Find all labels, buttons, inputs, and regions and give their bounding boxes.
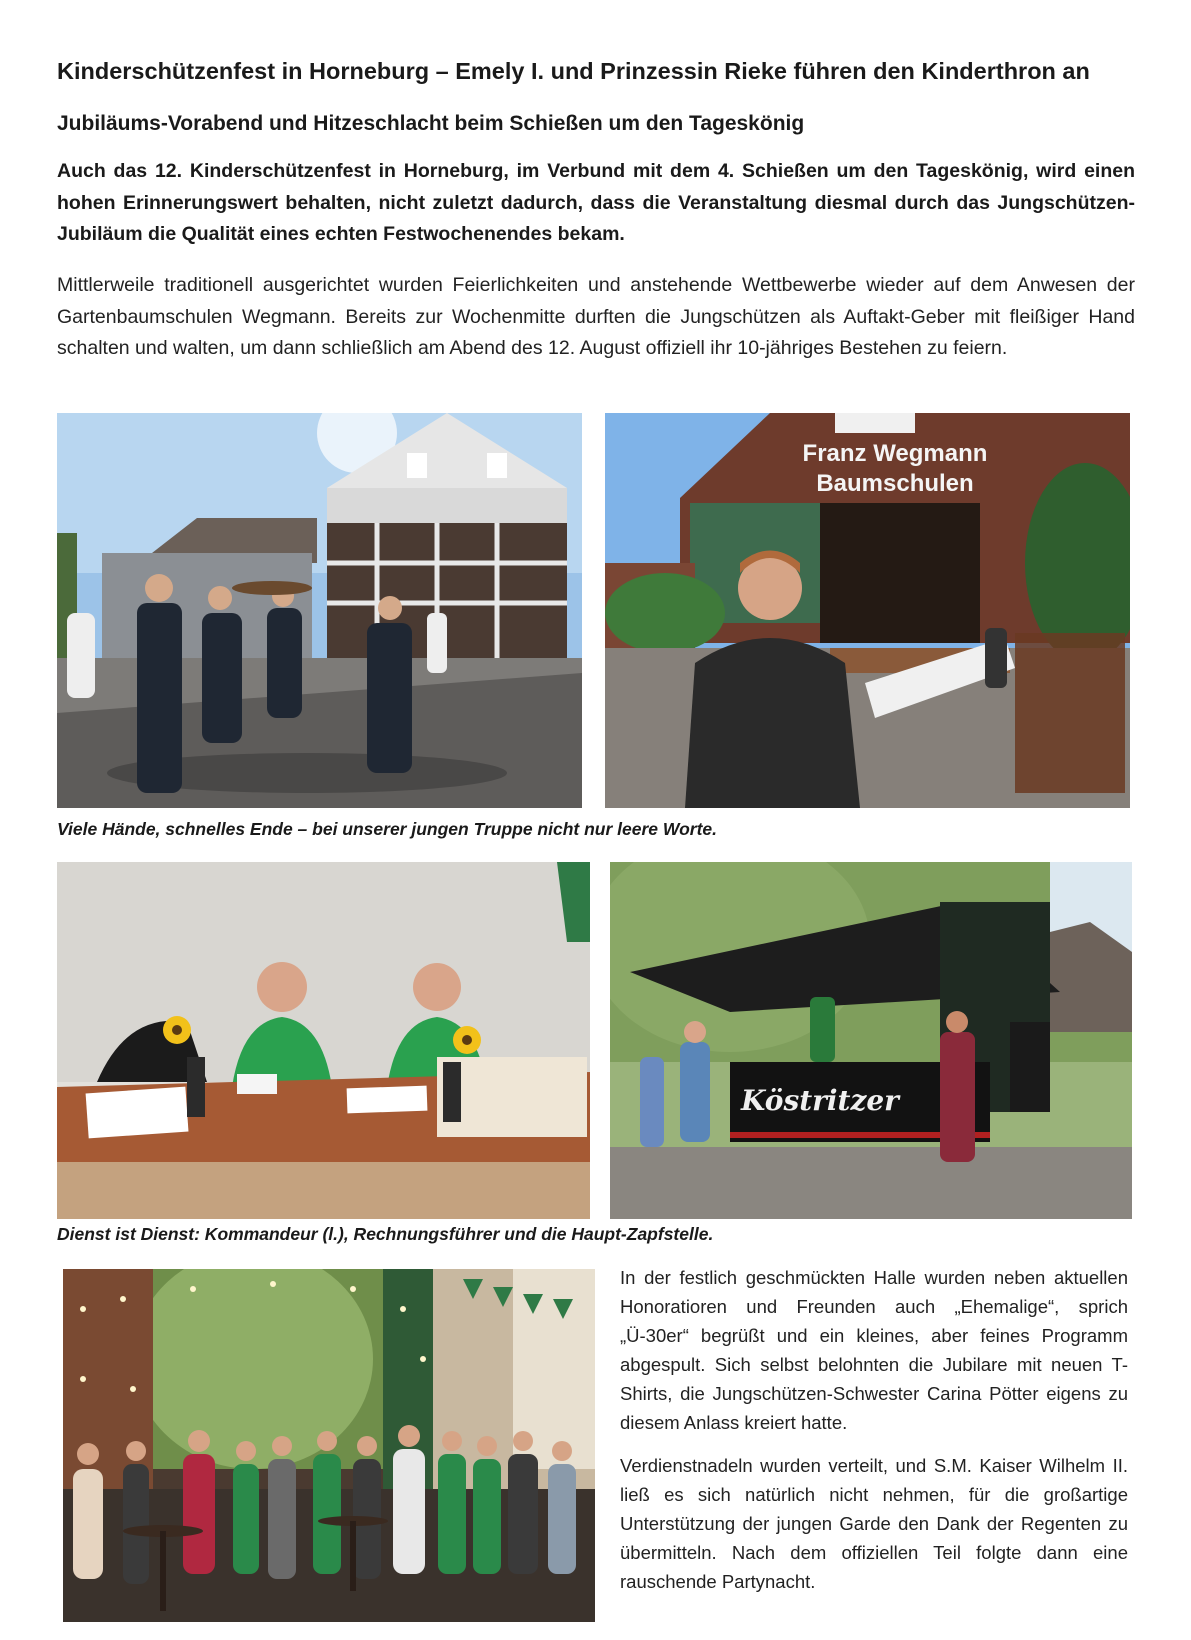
article-subtitle: Jubiläums-Vorabend und Hitzeschlacht beim Schießen um den Tageskönig: [57, 112, 805, 135]
article-paragraph-2: In der festlich geschmückten Halle wurden neben aktuellen Honoratioren und Freunden auch „Ehemalige“, sprich „Ü-30er“ begrüßt und ein kleines, aber feines Programm abgespult. Sich selbst belohnten die Jubilare mit neuen T-Shirts, die Jungschützen-Schwester Carina Pötter eigens zu diesem Anlass kreiert hatte.: [620, 1267, 1128, 1433]
photo-koestritzer-tap: [610, 862, 1132, 1219]
photo-kommandeur-table: [57, 862, 590, 1219]
article-paragraph-1: Mittlerweile traditionell ausgerichtet wurden Feierlichkeiten und anstehende Wettbewerbe wieder auf dem Anwesen der Gartenbaumschulen Wegmann. Bereits zur Wochenmitte durften die Jungschützen als Auftakt-Geber mit fleißiger Hand schalten und walten, um dann schließlich am Abend des 12. August offiziell ihr 10-jähriges Bestehen zu feiern.: [57, 274, 1135, 359]
caption-1: Viele Hände, schnelles Ende – bei unserer jungen Truppe nicht nur leere Worte.: [57, 819, 717, 839]
photo-hall-party: [63, 1269, 595, 1622]
barn-sign-line-2: Baumschulen: [816, 470, 974, 497]
koestritzer-logo: Köstritzer: [741, 1084, 899, 1117]
barn-sign-line-1: Franz Wegmann: [802, 440, 988, 467]
article-paragraph-3: Verdienstnadeln wurden verteilt, und S.M. Kaiser Wilhelm II. ließ es sich natürlich nicht nehmen, für die großartige Unterstützung der jungen Garde den Dank der Regenten zu übermitteln. Nach dem offiziellen Teil folgte dann eine rauschende Partynacht.: [620, 1455, 1128, 1592]
article-title: Kinderschützenfest in Horneburg – Emely I. und Prinzessin Rieke führen den Kinderthron an: [57, 58, 1090, 84]
caption-2: Dienst ist Dienst: Kommandeur (l.), Rechnungsführer und die Haupt-Zapfstelle.: [57, 1224, 714, 1244]
article-lead: Auch das 12. Kinderschützenfest in Horneburg, im Verbund mit dem 4. Schießen um den Tageskönig, wird einen hohen Erinnerungswert behalten, nicht zuletzt dadurch, dass die Veranstaltung diesmal durch das Jungschützen-Jubiläum die Qualität eines echten Festwochenendes bekam.: [57, 160, 1135, 245]
photo-courtyard-workers: [57, 413, 582, 808]
photo-wegmann-barn: [605, 413, 1130, 808]
